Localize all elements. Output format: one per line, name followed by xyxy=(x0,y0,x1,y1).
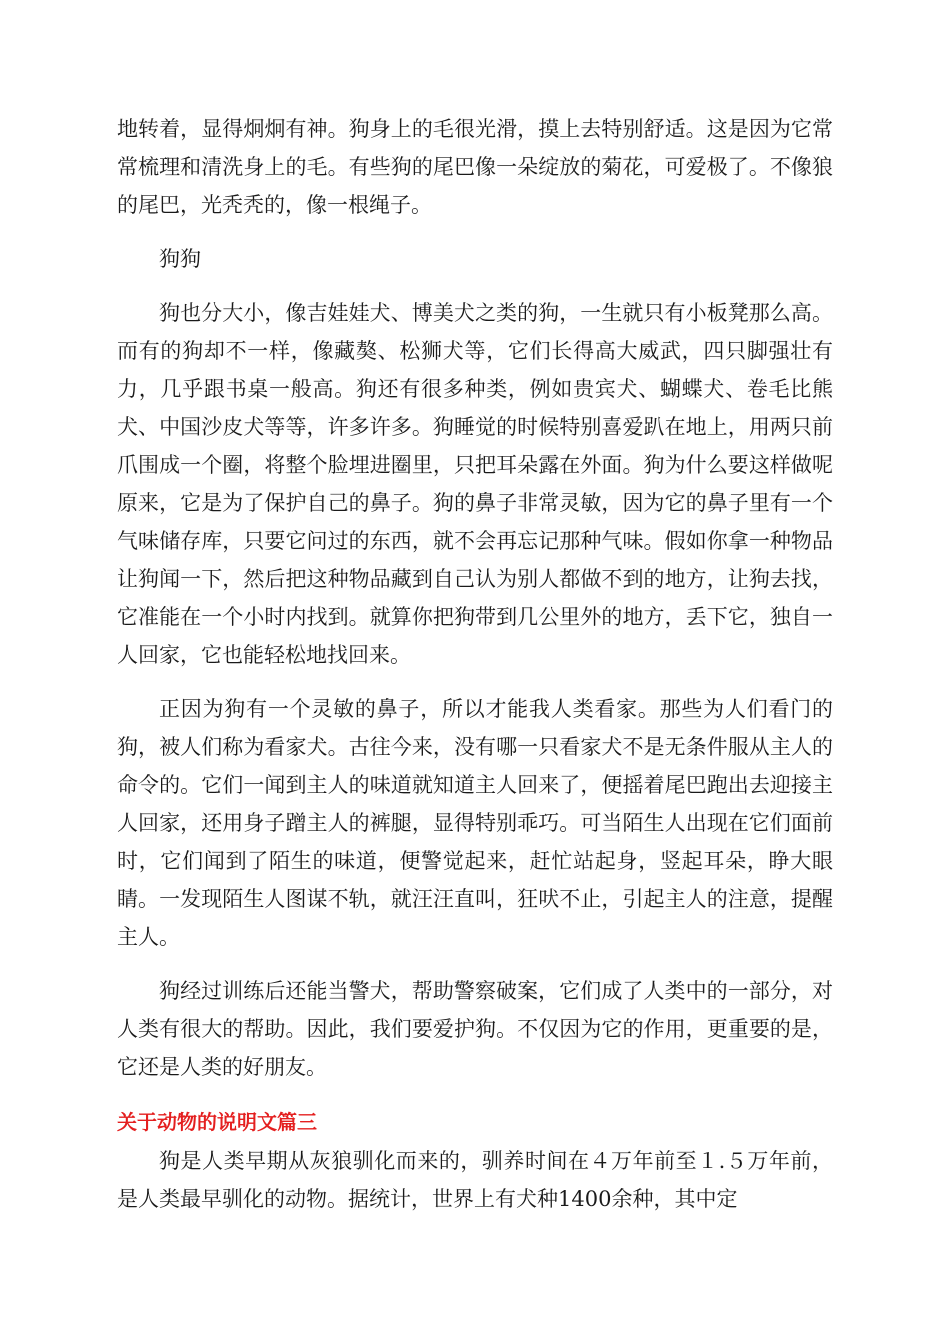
body-paragraph: 地转着，显得炯炯有神。狗身上的毛很光滑，摸上去特别舒适。这是因为它常常梳理和清洗身上的毛。有些狗的尾巴像一朵绽放的菊花，可爱极了。不像狼的尾巴，光秃秃的，像一根绳子。 xyxy=(117,117,833,217)
document-body xyxy=(117,110,833,1234)
body-paragraph: 狗也分大小，像吉娃娃犬、博美犬之类的狗，一生就只有小板凳那么高。而有的狗却不一样，像藏獒、松狮犬等，它们长得高大威武，四只脚强壮有力，几乎跟书桌一般高。狗还有很多种类，例如贵宾犬、蝴蝶犬、卷毛比熊犬、中国沙皮犬等等，许多许多。狗睡觉的时候特别喜爱趴在地上，用两只前爪围成一个圈，将整个脸埋进圈里，只把耳朵露在外面。狗为什么要这样做呢原来，它是为了保护自己的鼻子。狗的鼻子非常灵敏，因为它的鼻子里有一个气味储存库，只要它问过的东西，就不会再忘记那种气味。假如你拿一种物品让狗闻一下，然后把这种物品藏到自己认为别人都做不到的地方，让狗去找，它准能在一个小时内找到。就算你把狗带到几公里外的地方，丢下它，独自一人回家，它也能轻松地找回来。 xyxy=(117,301,833,667)
body-paragraph: 正因为狗有一个灵敏的鼻子，所以才能我人类看家。那些为人们看门的狗，被人们称为看家犬。古往今来，没有哪一只看家犬不是无条件服从主人的命令的。它们一闻到主人的味道就知道主人回来了，便摇着尾巴跑出去迎接主人回家，还用身子蹭主人的裤腿，显得特别乖巧。可当陌生人出现在它们面前时，它们闻到了陌生的味道，便警觉起来，赶忙站起身，竖起耳朵，睁大眼睛。一发现陌生人图谋不轨，就汪汪直叫，狂吠不止，引起主人的注意，提醒主人。 xyxy=(117,697,833,949)
body-paragraph: 狗是人类早期从灰狼驯化而来的，驯养时间在４万年前至１.５万年前，是人类最早驯化的动物。据统计，世界上有犬种1400余种，其中定 xyxy=(117,1149,833,1211)
body-paragraph: 狗经过训练后还能当警犬，帮助警察破案，它们成了人类中的一部分，对人类有很大的帮助。因此，我们要爱护狗。不仅因为它的作用，更重要的是，它还是人类的好朋友。 xyxy=(117,979,833,1079)
subtitle-line: 狗狗 xyxy=(159,247,201,271)
section-heading: 关于动物的说明文篇三 xyxy=(117,1110,317,1134)
